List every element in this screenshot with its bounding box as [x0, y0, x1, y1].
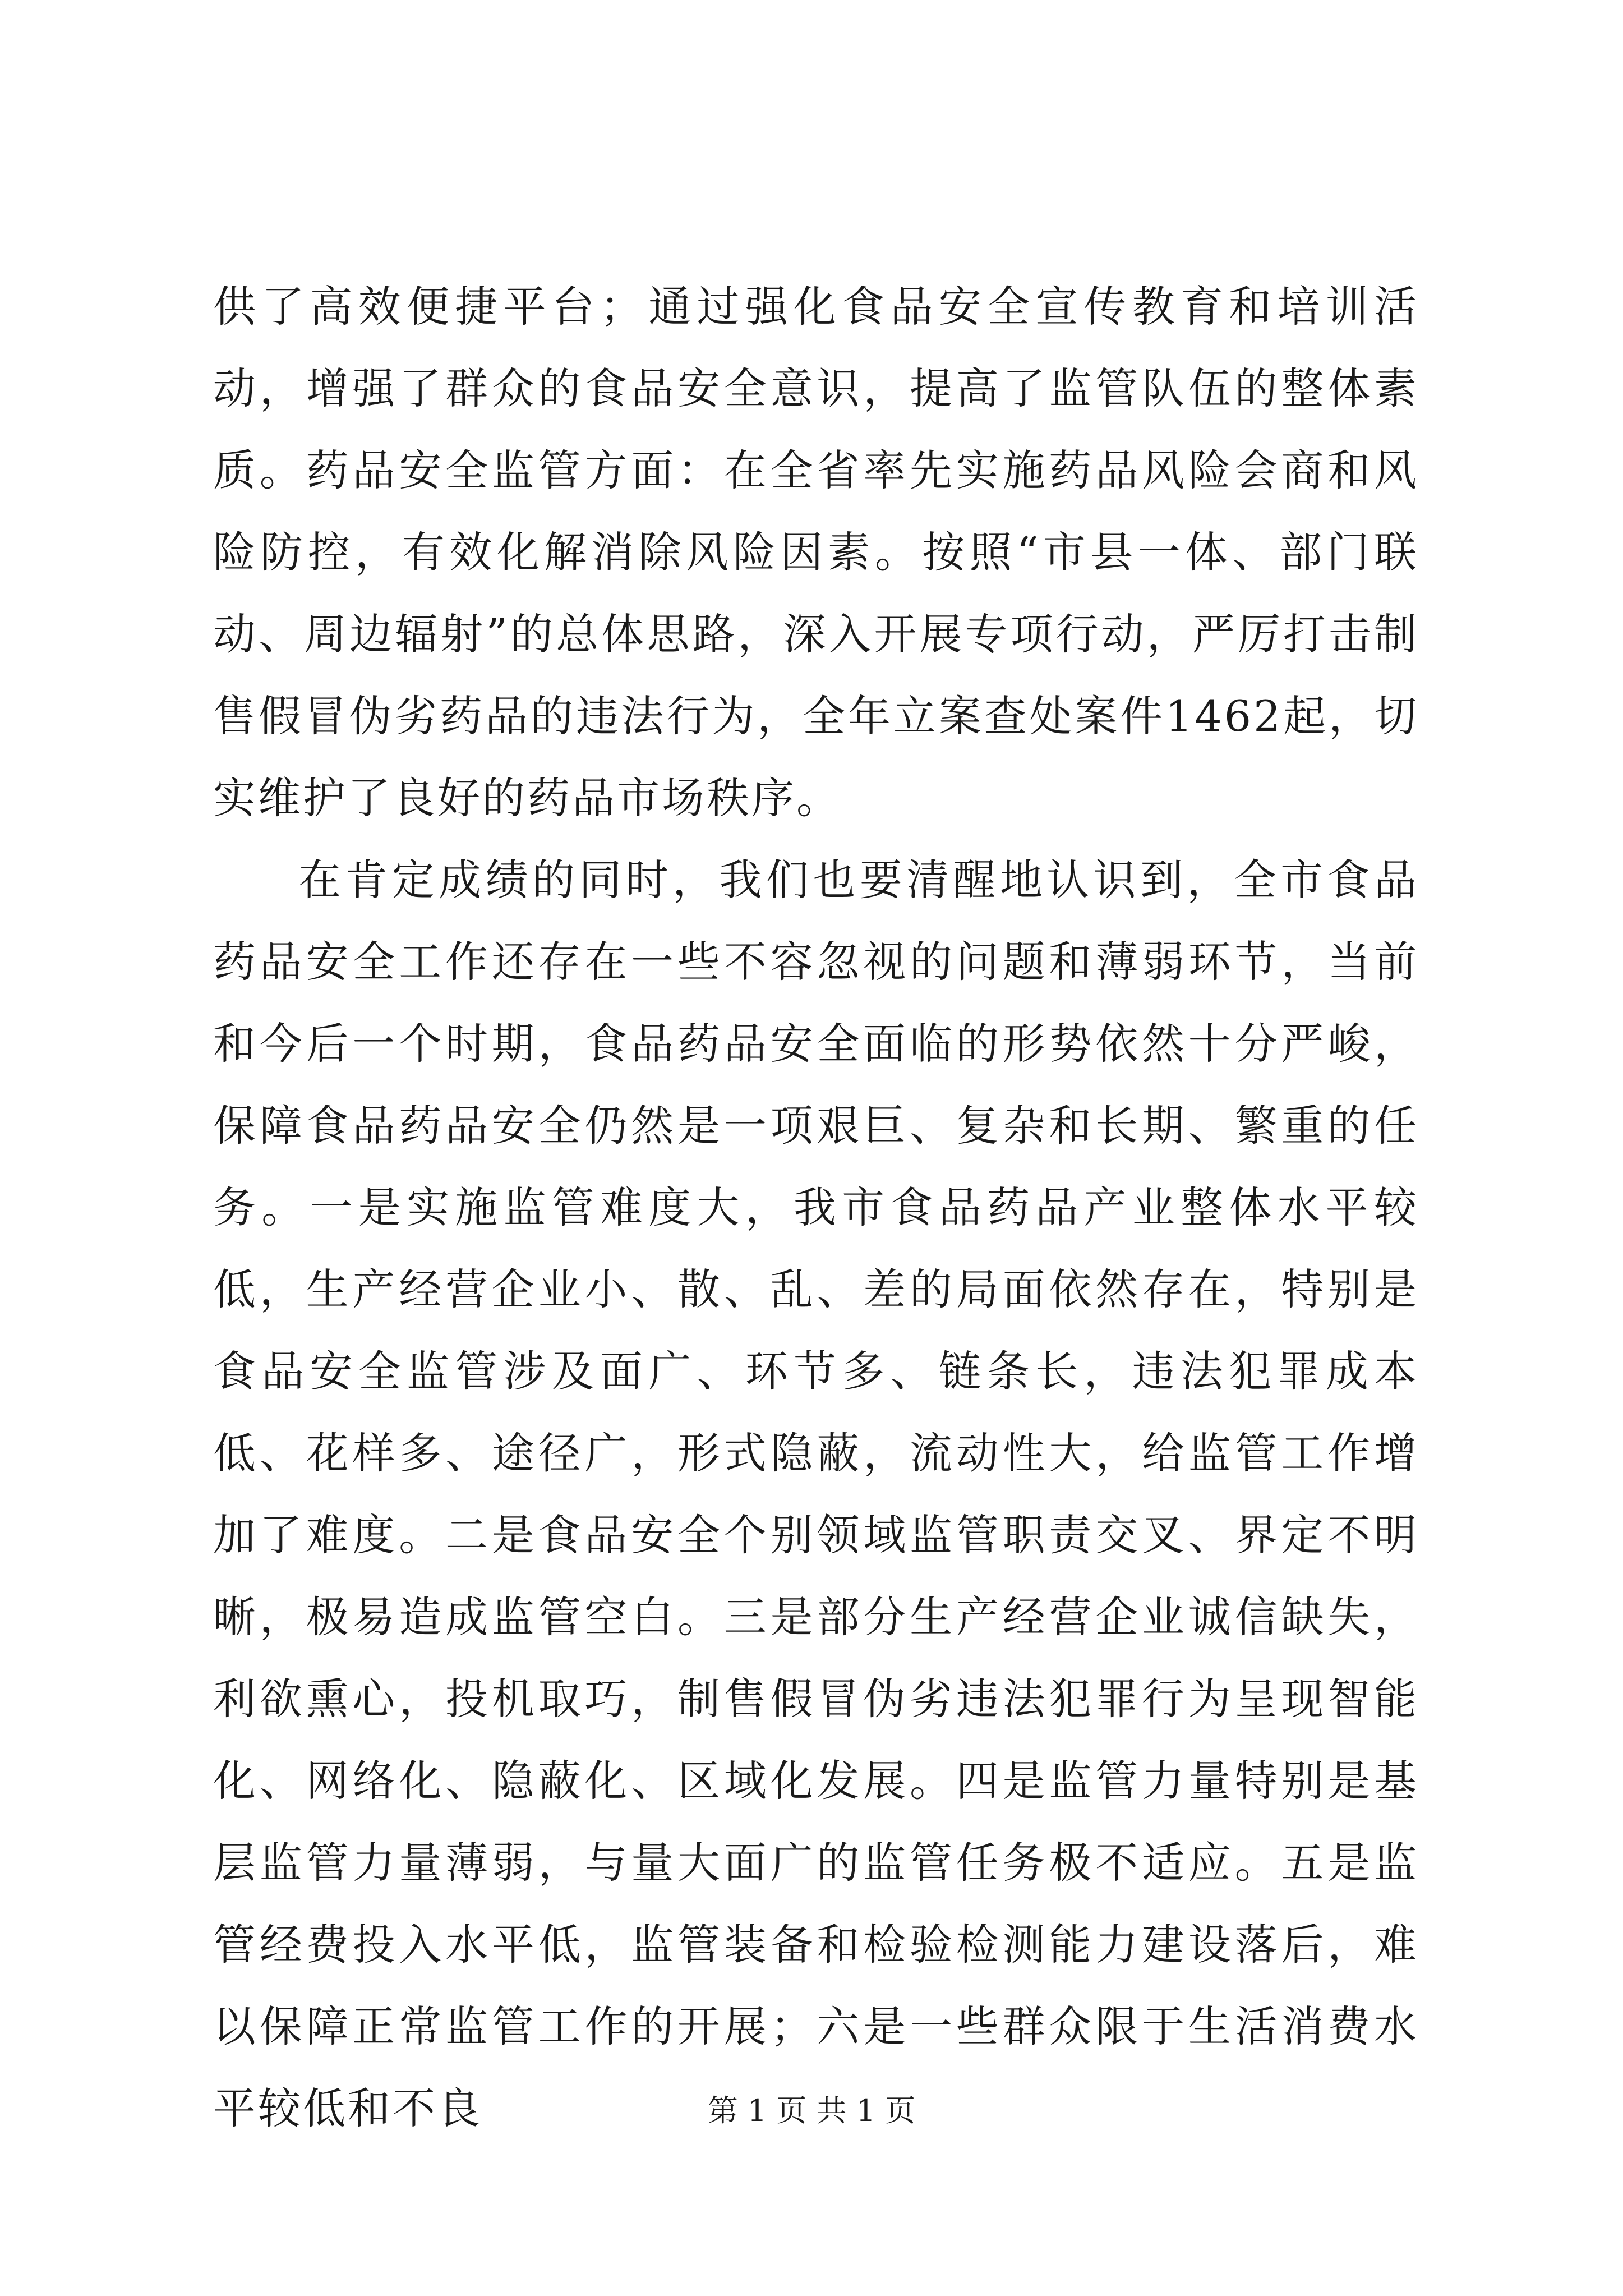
paragraph-2: 在肯定成绩的同时，我们也要清醒地认识到，全市食品药品安全工作还存在一些不容忽视的问题和薄弱环节，当前和今后一个时期，食品药品安全面临的形势依然十分严峻，保障食品药品安全仍然是一项艰巨、复杂和长期、繁重的任务。一是实施监管难度大，我市食品药品产业整体水平较低，生产经营企业小、散、乱、差的局面依然存在，特别是食品安全监管涉及面广、环节多、链条长，违法犯罪成本低、花样多、途径广，形式隐蔽，流动性大，给监管工作增加了难度。二是食品安全个别领域监管职责交叉、界定不明晰，极易造成监管空白。三是部分生产经营企业诚信缺失，利欲熏心，投机取巧，制售假冒伪劣违法犯罪行为呈现智能化、网络化、隐蔽化、区域化发展。四是监管力量特别是基层监管力量薄弱，与量大面广的监管任务极不适应。五是监管经费投入水平低，监管装备和检验检测能力建设落后，难以保障正常监管工作的开展；六是一些群众限于生活消费水平较低和不良	[213, 855, 1419, 2133]
paragraph-1: 供了高效便捷平台；通过强化食品安全宣传教育和培训活动，增强了群众的食品安全意识，提高了监管队伍的整体素质。药品安全监管方面：在全省率先实施药品风险会商和风险防控，有效化解消除风险因素。按照“市县一体、部门联动、周边辐射”的总体思路，深入开展专项行动，严厉打击制售假冒伪劣药品的违法行为，全年立案查处案件1462起，切实维护了良好的药品市场秩序。	[213, 282, 1419, 823]
page-footer: 第 1 页 共 1 页	[707, 2093, 916, 2128]
document-body	[213, 266, 1419, 2150]
